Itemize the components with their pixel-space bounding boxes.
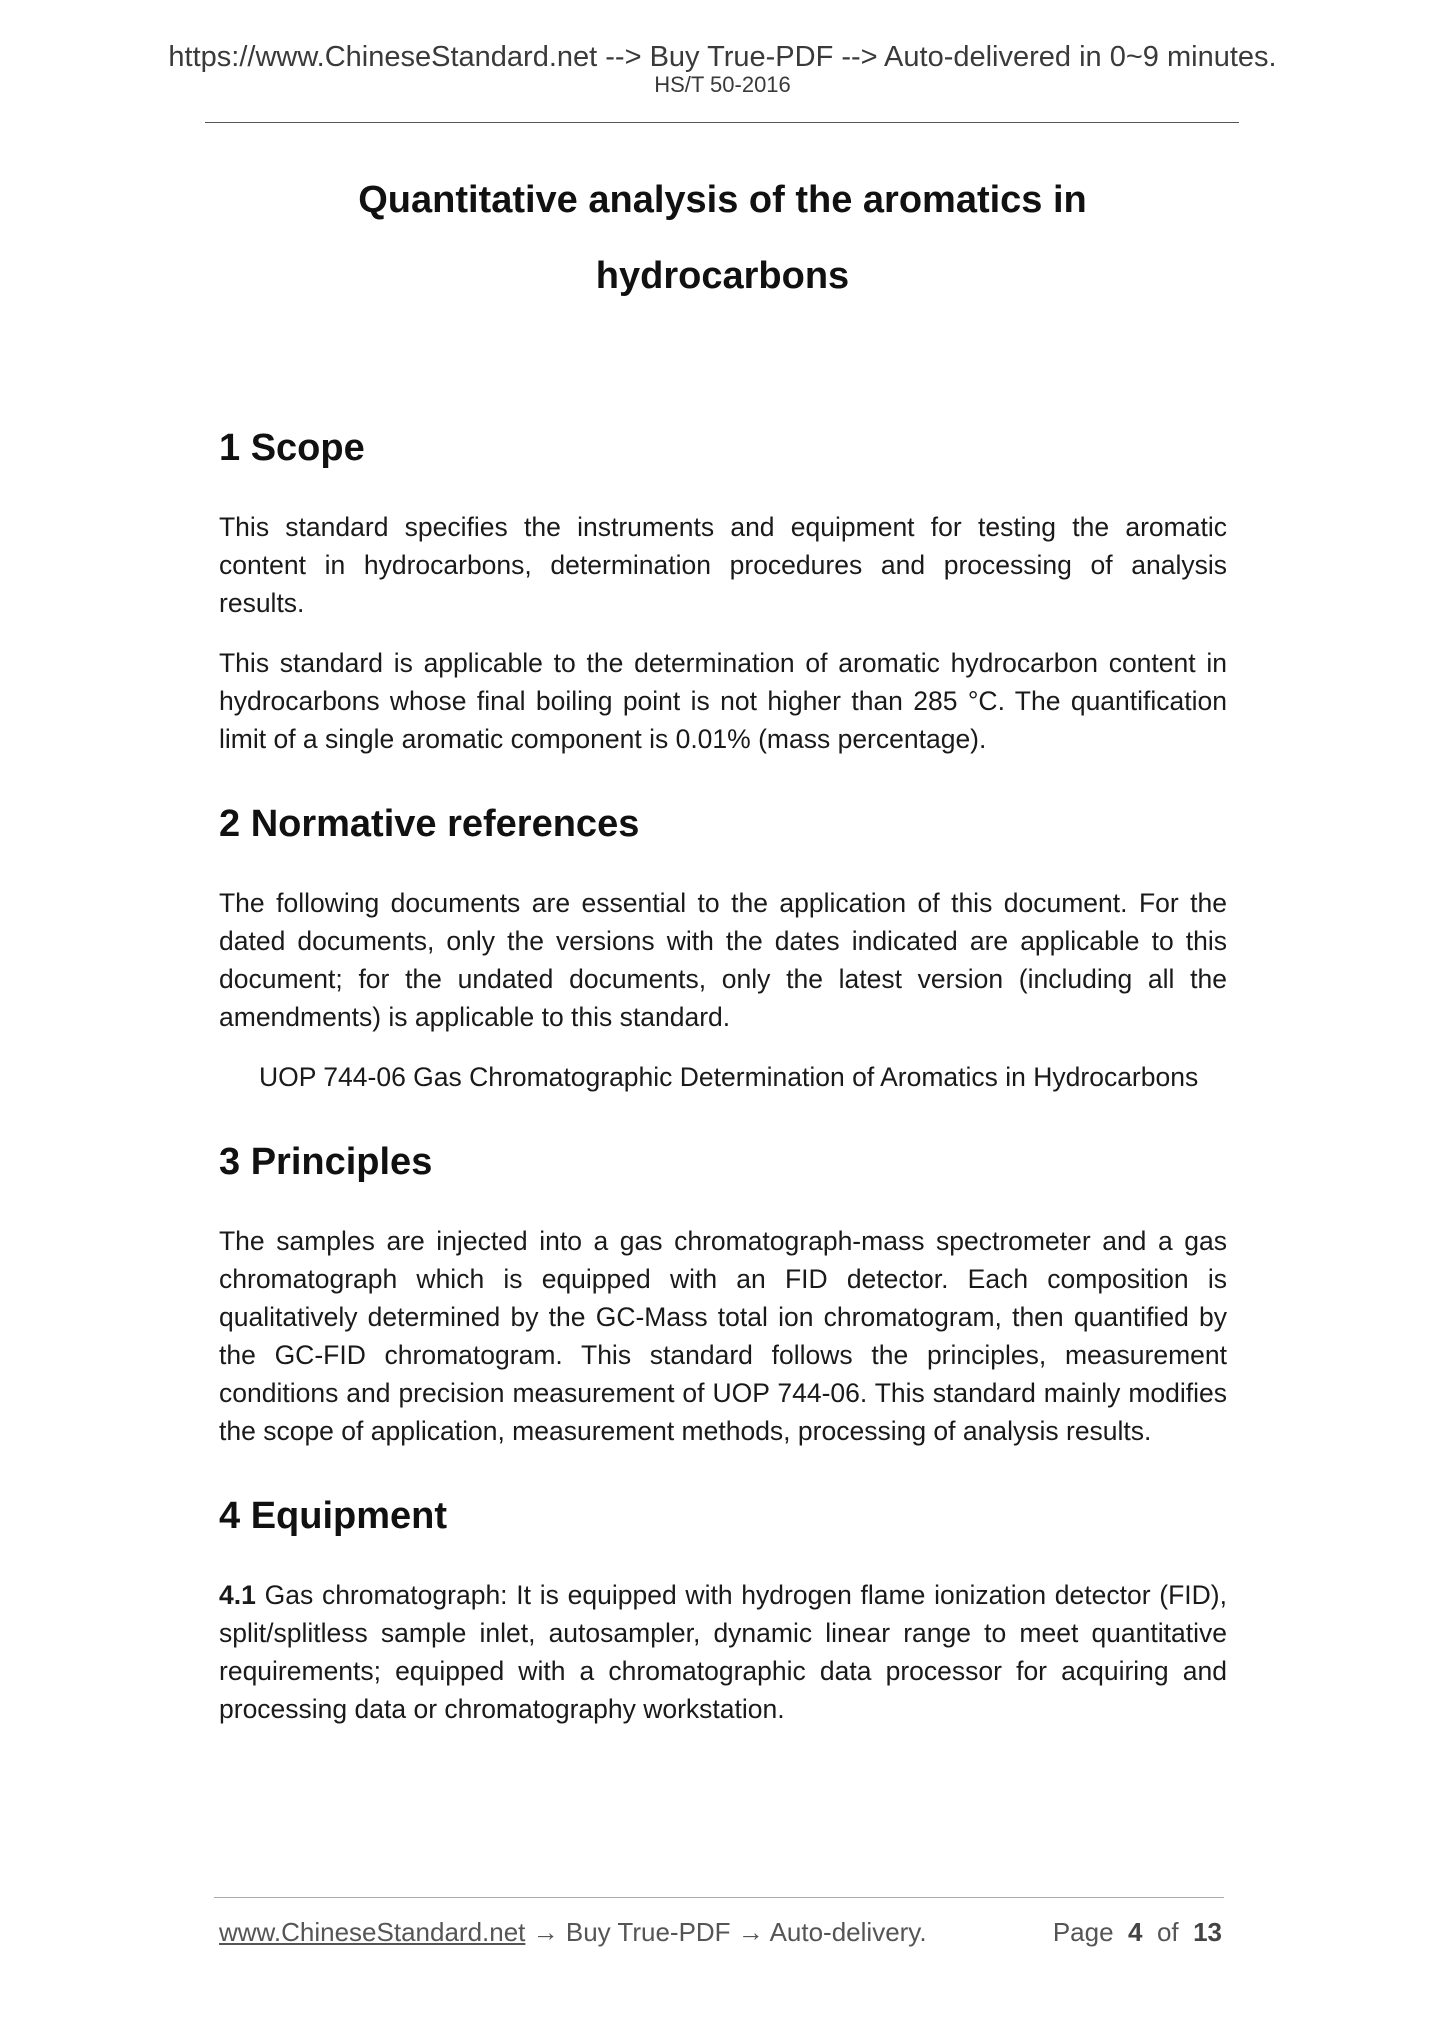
clause-number: 4.1 <box>219 1580 256 1610</box>
section-heading-principles: 3 Principles <box>219 1141 433 1183</box>
section-heading-scope: 1 Scope <box>219 427 365 469</box>
top-banner: https://www.ChineseStandard.net --> Buy True-PDF --> Auto-delivered in 0~9 minutes. <box>168 41 1277 73</box>
footer-divider <box>214 1897 1224 1898</box>
of-label: of <box>1156 1917 1179 1947</box>
equipment-item-4-1 <box>219 1576 1227 1728</box>
clause-text: Gas chromatograph: It is equipped with hydrogen flame ionization detector (FID), split/splitless sample inlet, autosampler, dynamic linear range to meet quantitative requirements; equipped with a chromatographic data processor for acquiring and processing data or chromatography workstation. <box>219 1580 1227 1724</box>
normative-paragraph: The following documents are essential to the application of this document. For the dated documents, only the versions with the dates indicated are applicable to this document; for the undated documents, only the latest version (including all the amendments) is applicable to this standard. <box>219 888 1227 1032</box>
document-title <box>220 162 1225 314</box>
header-divider <box>205 122 1239 123</box>
document-body <box>219 424 1227 1728</box>
standard-code: HS/T 50-2016 <box>654 72 791 97</box>
footer-text: → Buy True-PDF → Auto-delivery. <box>525 1917 927 1947</box>
page-indicator <box>1053 1916 1222 1948</box>
page-label: Page <box>1052 1917 1114 1947</box>
total-pages: 13 <box>1193 1917 1222 1947</box>
current-page: 4 <box>1128 1917 1143 1947</box>
footer-site-link[interactable]: www.ChineseStandard.net <box>219 1917 526 1947</box>
section-heading-equipment: 4 Equipment <box>219 1495 448 1537</box>
normative-reference-item: UOP 744-06 Gas Chromatographic Determination of Aromatics in Hydrocarbons <box>259 1062 1199 1092</box>
scope-paragraph-1: This standard specifies the instruments and equipment for testing the aromatic content in hydrocarbons, determination procedures and processing of analysis results. <box>219 512 1227 618</box>
principles-paragraph: The samples are injected into a gas chromatograph-mass spectrometer and a gas chromatograph which is equipped with an FID detector. Each composition is qualitatively determined by the GC-Mass total ion chromatogram, then quantified by the GC-FID chromatogram. This standard follows the principles, measurement conditions and precision measurement of UOP 744-06. This standard mainly modifies the scope of application, measurement methods, processing of analysis results. <box>219 1226 1227 1446</box>
title-line-1: Quantitative analysis of the aromatics in <box>358 179 1087 221</box>
section-heading-normative: 2 Normative references <box>219 803 640 845</box>
page-footer <box>219 1916 1222 1948</box>
scope-paragraph-2: This standard is applicable to the determination of aromatic hydrocarbon content in hydrocarbons whose final boiling point is not higher than 285 °C. The quantification limit of a single aromatic component is 0.01% (mass percentage). <box>219 648 1227 754</box>
title-line-2: hydrocarbons <box>595 255 850 297</box>
